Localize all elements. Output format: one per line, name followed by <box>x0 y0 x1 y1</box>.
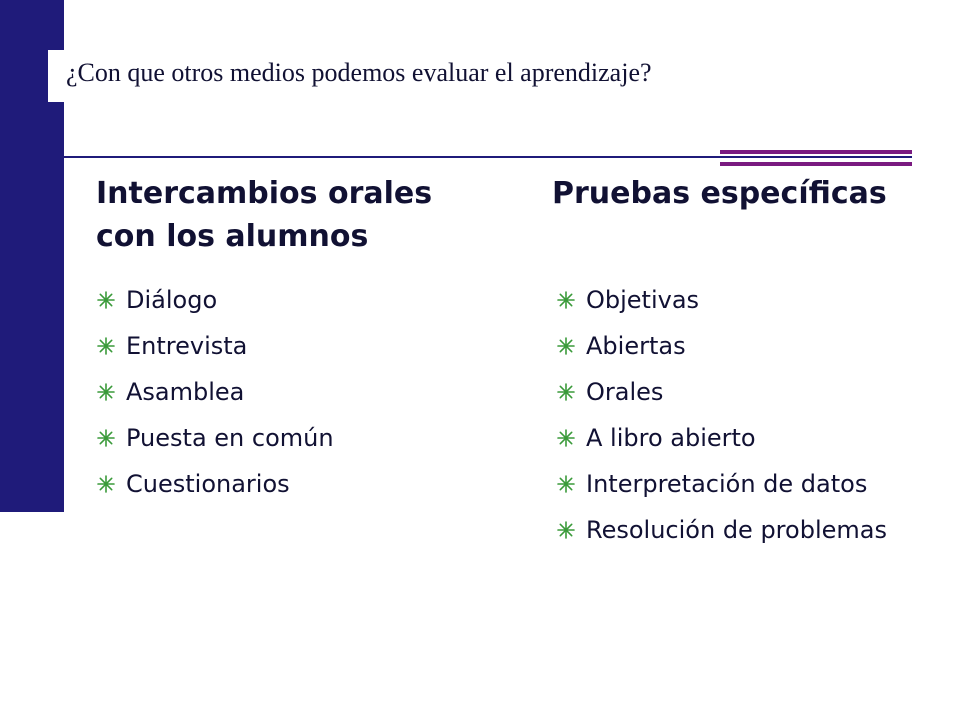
snowflake-bullet-icon <box>96 382 116 402</box>
list-item-label: Objetivas <box>586 286 700 314</box>
right-column-heading: Pruebas específicas <box>552 176 887 211</box>
snowflake-bullet-icon <box>556 336 576 356</box>
list-item <box>96 470 516 499</box>
snowflake-bullet-icon <box>96 428 116 448</box>
list-item-label: Entrevista <box>126 332 248 360</box>
list-item <box>556 286 946 315</box>
snowflake-bullet-icon <box>556 382 576 402</box>
left-bullet-list <box>96 286 516 516</box>
list-item-label: Abiertas <box>586 332 686 360</box>
list-item-label: Asamblea <box>126 378 245 406</box>
list-item <box>556 424 946 453</box>
list-item <box>96 378 516 407</box>
snowflake-bullet-icon <box>556 428 576 448</box>
list-item-label: Orales <box>586 378 664 406</box>
list-item-label: Diálogo <box>126 286 218 314</box>
list-item <box>96 332 516 361</box>
snowflake-bullet-icon <box>96 336 116 356</box>
slide-title: ¿Con que otros medios podemos evaluar el aprendizaje? <box>66 58 652 87</box>
title-divider-accent <box>720 150 912 166</box>
snowflake-bullet-icon <box>96 290 116 310</box>
list-item-label: Resolución de problemas <box>586 516 887 544</box>
list-item <box>96 286 516 315</box>
list-item-label: Puesta en común <box>126 424 334 452</box>
list-item-label: Interpretación de datos <box>586 470 868 498</box>
list-item <box>96 424 516 453</box>
list-item-label: Cuestionarios <box>126 470 290 498</box>
list-item <box>556 332 946 361</box>
snowflake-bullet-icon <box>556 290 576 310</box>
list-item <box>556 470 946 499</box>
snowflake-bullet-icon <box>556 520 576 540</box>
left-column-heading: Intercambios orales con los alumnos <box>96 176 433 254</box>
list-item <box>556 516 946 545</box>
list-item-label: A libro abierto <box>586 424 756 452</box>
snowflake-bullet-icon <box>96 474 116 494</box>
list-item <box>556 378 946 407</box>
snowflake-bullet-icon <box>556 474 576 494</box>
right-bullet-list <box>556 286 946 562</box>
